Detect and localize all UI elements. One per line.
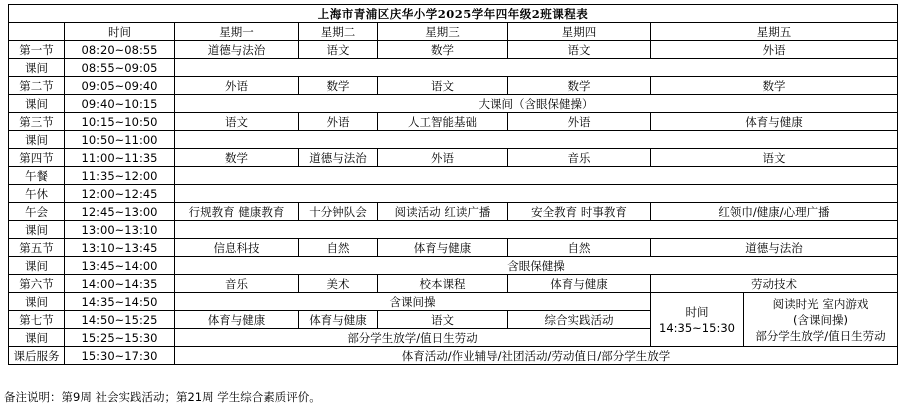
cell-mon: 信息科技	[175, 239, 299, 257]
cell-mon: 体育与健康	[175, 311, 299, 329]
period-time: 10:15~10:50	[65, 113, 175, 131]
table-row	[9, 257, 898, 275]
period-label: 第一节	[9, 41, 65, 59]
cell-thu: 综合实践活动	[508, 311, 651, 329]
period-time: 14:35~14:50	[65, 293, 175, 311]
friday-activity-line: 部分学生放学/值日生劳动	[755, 328, 886, 343]
cell-thu: 安全教育 时事教育	[508, 203, 651, 221]
period-time: 13:45~14:00	[65, 257, 175, 275]
period-time: 12:45~13:00	[65, 203, 175, 221]
break-span	[175, 221, 898, 239]
period-time: 14:50~15:25	[65, 311, 175, 329]
friday-activity-block	[744, 293, 898, 347]
table-row	[9, 221, 898, 239]
period-time: 13:10~13:45	[65, 239, 175, 257]
cell-fri: 体育与健康	[651, 113, 898, 131]
friday-time-range: 14:35~15:30	[659, 320, 735, 335]
table-row	[9, 347, 898, 365]
cell-mon: 语文	[175, 113, 299, 131]
period-time: 09:05~09:40	[65, 77, 175, 95]
period-label: 午休	[9, 185, 65, 203]
friday-activity-line: 阅读时光 室内游戏	[772, 296, 869, 311]
cell-wed: 人工智能基础	[378, 113, 508, 131]
break-span	[175, 59, 898, 77]
period-time: 15:25~15:30	[65, 329, 175, 347]
table-row	[9, 275, 898, 293]
cell-mon: 音乐	[175, 275, 299, 293]
timetable	[8, 4, 898, 365]
cell-tue: 数学	[299, 77, 378, 95]
period-time: 08:55~09:05	[65, 59, 175, 77]
period-time: 11:00~11:35	[65, 149, 175, 167]
header-fri: 星期五	[651, 23, 898, 41]
timetable-sheet	[8, 4, 897, 365]
cell-tue: 道德与法治	[299, 149, 378, 167]
cell-thu: 音乐	[508, 149, 651, 167]
cell-thu: 体育与健康	[508, 275, 651, 293]
cell-wed: 体育与健康	[378, 239, 508, 257]
period-label: 课间	[9, 329, 65, 347]
period-label: 午会	[9, 203, 65, 221]
cell-wed: 语文	[378, 311, 508, 329]
cell-thu: 自然	[508, 239, 651, 257]
period-label: 课间	[9, 221, 65, 239]
cell-mon: 外语	[175, 77, 299, 95]
cell-wed: 外语	[378, 149, 508, 167]
period-label: 第六节	[9, 275, 65, 293]
cell-mon: 道德与法治	[175, 41, 299, 59]
header-mon: 星期一	[175, 23, 299, 41]
table-row	[9, 113, 898, 131]
cell-wed: 阅读活动 红读广播	[378, 203, 508, 221]
header-wed: 星期三	[378, 23, 508, 41]
period-time: 14:00~14:35	[65, 275, 175, 293]
after-school-span: 体育活动/作业辅导/社团活动/劳动值日/部分学生放学	[175, 347, 898, 365]
break-span: 大课间（含眼保健操）	[175, 95, 898, 113]
cell-thu: 外语	[508, 113, 651, 131]
header-period	[9, 23, 65, 41]
table-row	[9, 203, 898, 221]
break-span	[175, 167, 898, 185]
friday-time-label: 时间	[685, 304, 709, 319]
table-row	[9, 95, 898, 113]
cell-tue: 自然	[299, 239, 378, 257]
period-time: 09:40~10:15	[65, 95, 175, 113]
cell-tue: 体育与健康	[299, 311, 378, 329]
table-row	[9, 149, 898, 167]
table-row	[9, 167, 898, 185]
cell-tue: 语文	[299, 41, 378, 59]
cell-fri: 数学	[651, 77, 898, 95]
friday-time-block	[651, 293, 744, 347]
period-label: 第五节	[9, 239, 65, 257]
cell-tue: 十分钟队会	[299, 203, 378, 221]
table-row	[9, 239, 898, 257]
cell-tue: 外语	[299, 113, 378, 131]
table-row	[9, 293, 898, 311]
period-label: 第七节	[9, 311, 65, 329]
period-label: 课间	[9, 293, 65, 311]
period-label: 课间	[9, 59, 65, 77]
cell-fri: 道德与法治	[651, 239, 898, 257]
cell-fri: 外语	[651, 41, 898, 59]
cell-wed: 数学	[378, 41, 508, 59]
break-span: 含眼保健操	[175, 257, 898, 275]
table-row	[9, 77, 898, 95]
period-time: 12:00~12:45	[65, 185, 175, 203]
friday-activity-line: (含课间操)	[793, 312, 848, 327]
period-time: 15:30~17:30	[65, 347, 175, 365]
period-label: 午餐	[9, 167, 65, 185]
table-row	[9, 131, 898, 149]
cell-thu: 数学	[508, 77, 651, 95]
break-span: 部分学生放学/值日生劳动	[175, 329, 651, 347]
period-time: 08:20~08:55	[65, 41, 175, 59]
period-time: 11:35~12:00	[65, 167, 175, 185]
break-span: 含课间操	[175, 293, 651, 311]
period-label: 第三节	[9, 113, 65, 131]
period-time: 13:00~13:10	[65, 221, 175, 239]
period-label: 课后服务	[9, 347, 65, 365]
cell-fri: 红领巾/健康/心理广播	[651, 203, 898, 221]
period-label: 第二节	[9, 77, 65, 95]
header-tue: 星期二	[299, 23, 378, 41]
title-row	[9, 5, 898, 23]
cell-mon: 行规教育 健康教育	[175, 203, 299, 221]
break-span	[175, 185, 898, 203]
header-thu: 星期四	[508, 23, 651, 41]
table-row	[9, 41, 898, 59]
period-time: 10:50~11:00	[65, 131, 175, 149]
period-label: 课间	[9, 95, 65, 113]
table-row	[9, 59, 898, 77]
cell-tue: 美术	[299, 275, 378, 293]
cell-wed: 校本课程	[378, 275, 508, 293]
cell-mon: 数学	[175, 149, 299, 167]
period-label: 课间	[9, 131, 65, 149]
cell-wed: 语文	[378, 77, 508, 95]
cell-fri: 语文	[651, 149, 898, 167]
header-time: 时间	[65, 23, 175, 41]
break-span	[175, 131, 898, 149]
page-title: 上海市青浦区庆华小学2025学年四年级2班课程表	[9, 5, 898, 23]
cell-fri: 劳动技术	[651, 275, 898, 293]
period-label: 第四节	[9, 149, 65, 167]
footnote: 备注说明：第9周 社会实践活动；第21周 学生综合素质评价。	[4, 390, 321, 404]
table-row	[9, 185, 898, 203]
header-row	[9, 23, 898, 41]
cell-thu: 语文	[508, 41, 651, 59]
period-label: 课间	[9, 257, 65, 275]
